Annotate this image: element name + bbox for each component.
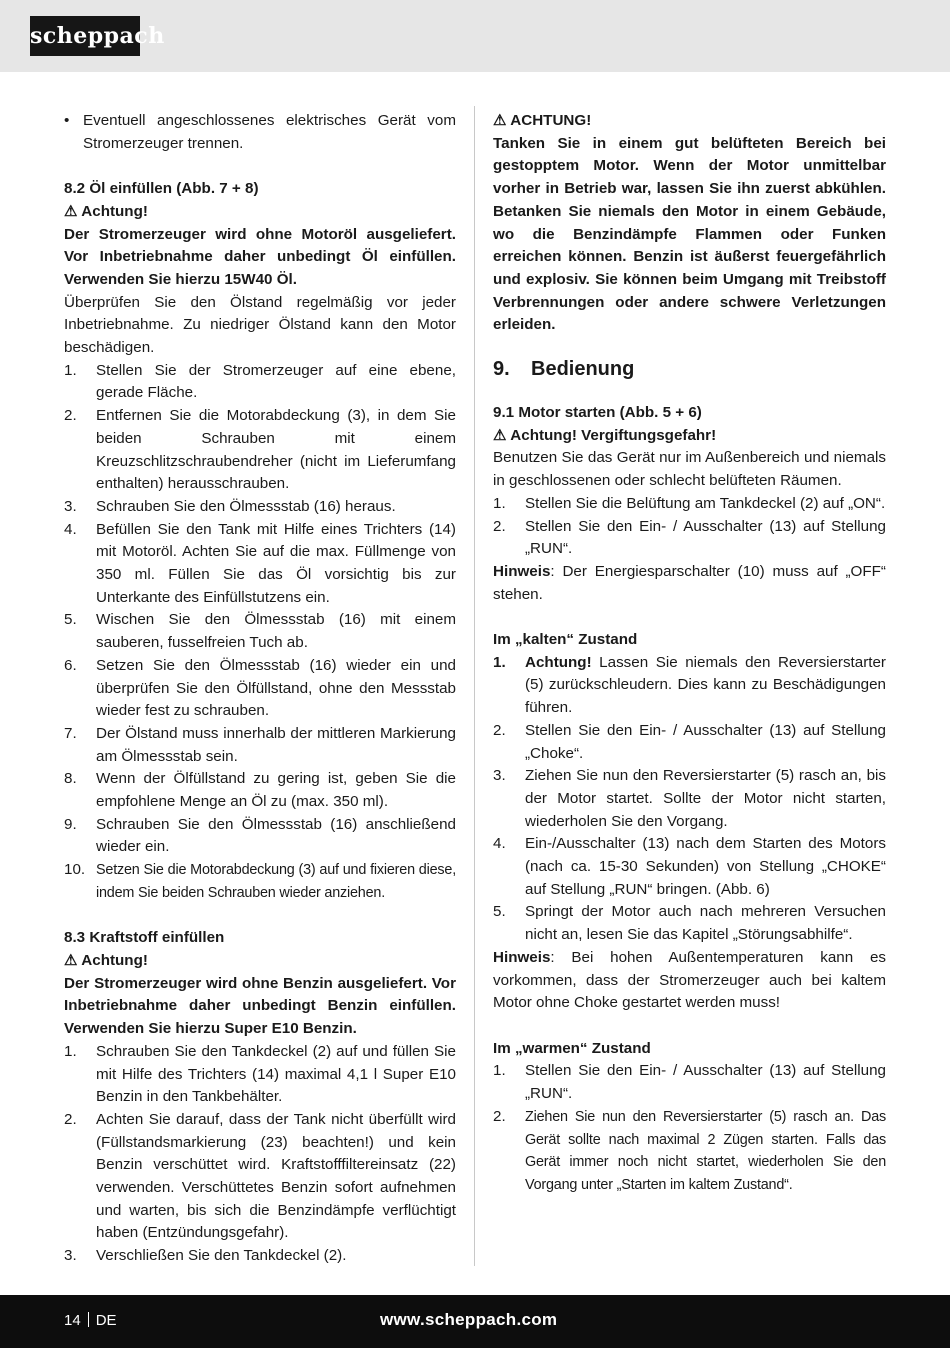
page-header: [0, 0, 950, 72]
list-item: 8. Wenn der Ölfüllstand zu gering ist, geben Sie die empfohlene Menge an Öl zu (max. 350 ml).: [64, 770, 456, 811]
list-item: 4. Ein-/Ausschalter (13) nach dem Starten des Motors (nach ca. 15-30 Sekunden) von Stellung „CHOKE“ auf Stellung „RUN“ bringen. (Abb. 6): [493, 835, 886, 898]
list-item: 1. Stellen Sie die Belüftung am Tankdeckel (2) auf „ON“.: [493, 494, 886, 512]
warm-steps-list: [493, 1060, 886, 1196]
start-steps-list: [493, 493, 886, 561]
list-item: 10. Setzen Sie die Motorabdeckung (3) auf und fixieren diese, indem Sie beiden Schrauben wieder anziehen.: [64, 861, 456, 901]
language-code: DE: [95, 1312, 117, 1329]
list-item: 2. Ziehen Sie nun den Reversierstarter (5) rasch an. Das Gerät sollte nach maximal 2 Zügen starten. Falls das Gerät immer noch nicht startet, wiederholen Sie den Vorgang unter „Starten im kaltem Zustand“.: [493, 1107, 886, 1193]
list-item: 7. Der Ölstand muss innerhalb der mittleren Markierung am Ölmessstab sein.: [64, 724, 456, 765]
scheppach-logo: scheppach: [30, 16, 140, 56]
list-item: 3. Schrauben Sie den Ölmessstab (16) heraus.: [64, 497, 396, 515]
list-item: 2. Entfernen Sie die Motorabdeckung (3), in dem Sie beiden Schrauben mit einem Kreuzschlitzschraubendreher (nicht im Lieferumfang enthalten) herausschrauben.: [64, 407, 456, 493]
warning-label: ACHTUNG!: [510, 112, 592, 129]
list-item: 1. Stellen Sie den Ein- / Ausschalter (13) auf Stellung „RUN“.: [493, 1062, 886, 1103]
paragraph: Überprüfen Sie den Ölstand regelmäßig vor jeder Inbetriebnahme. Zu niedriger Ölstand kann den Motor beschädigen.: [64, 293, 456, 357]
hint-paragraph: Hinweis: Der Energiesparschalter (10) muss auf „OFF“ stehen.: [493, 562, 886, 603]
warning-label: Achtung! Vergiftungsgefahr!: [510, 426, 717, 444]
list-item: 6. Setzen Sie den Ölmessstab (16) wieder ein und überprüfen Sie den Ölfüllstand, ohne den Messstab wieder fest zu schrauben.: [64, 656, 456, 720]
warning-triangle-icon: ⚠: [493, 426, 507, 444]
column-divider: [474, 106, 475, 1266]
website-link[interactable]: www.scheppach.com: [380, 1310, 558, 1329]
bullet-text: Eventuell angeschlossenes elektrisches Gerät vom Stromerzeuger trennen.: [83, 112, 456, 152]
warning-line: [493, 425, 886, 448]
section-heading-8-2: 8.2 Öl einfüllen (Abb. 7 + 8): [64, 180, 259, 198]
page-footer: [0, 1295, 950, 1348]
warning-text: Der Stromerzeuger wird ohne Benzin ausgeliefert. Vor Inbetriebnahme daher unbedingt Benzin einfüllen. Verwenden Sie hierzu Super E10 Benzin.: [64, 974, 456, 1038]
warning-line: [493, 110, 886, 133]
list-item: 2. Stellen Sie den Ein- / Ausschalter (13) auf Stellung „Choke“.: [493, 721, 886, 762]
paragraph: Benutzen Sie das Gerät nur im Außenbereich und niemals in geschlossenen oder schlecht belüfteten Räumen.: [493, 449, 886, 490]
chapter-heading: [493, 356, 886, 382]
list-item: 9. Schrauben Sie den Ölmessstab (16) anschließend wieder ein.: [64, 815, 456, 856]
right-column: [493, 110, 886, 1197]
list-item: 5. Springt der Motor auch nach mehreren Versuchen nicht an, lesen Sie das Kapitel „Störungsabhilfe“.: [493, 903, 886, 944]
cold-steps-list: [493, 652, 886, 947]
cold-state-heading: Im „kalten“ Zustand: [493, 631, 638, 649]
section-heading-8-3: 8.3 Kraftstoff einfüllen: [64, 929, 225, 947]
warning-triangle-icon: ⚠: [64, 202, 78, 220]
chapter-title: Bedienung: [531, 358, 635, 381]
list-item: [64, 110, 456, 155]
bullet-icon: •: [64, 112, 70, 129]
warning-line: [64, 950, 456, 973]
list-item: 1. Achtung! Lassen Sie niemals den Reversierstarter (5) zurückschleudern. Dies kann zu Beschädigungen führen.: [493, 653, 886, 717]
warning-triangle-icon: ⚠: [64, 951, 78, 969]
section-heading-9-1: 9.1 Motor starten (Abb. 5 + 6): [493, 404, 702, 422]
oil-steps-list: [64, 360, 456, 905]
list-item: 3. Verschließen Sie den Tankdeckel (2).: [64, 1247, 347, 1265]
page-number: 14 DE: [64, 1312, 117, 1329]
fuel-steps-list: [64, 1041, 456, 1268]
left-column: [64, 110, 456, 1268]
list-item: 5. Wischen Sie den Ölmessstab (16) mit einem sauberen, fusselfreien Tuch ab.: [64, 611, 456, 652]
warning-line: [64, 201, 456, 224]
warning-label: Achtung!: [81, 202, 148, 220]
warning-text: Tanken Sie in einem gut belüfteten Bereich bei gestopptem Motor. Wenn der Motor unmittelbar vorher in Betrieb war, lassen Sie ihn zuerst abkühlen. Betanken Sie niemals den Motor in einem Gebäude, wo die Benzindämpfe Flammen oder Funken erreichen können. Benzin ist äußerst feuergefährlich und explosiv. Sie können beim Umgang mit Treibstoff Verbrennungen oder andere schwere Verletzungen erleiden.: [493, 134, 886, 334]
warning-label: Achtung!: [81, 951, 148, 969]
warning-triangle-icon: ⚠: [493, 112, 507, 129]
list-item: 2. Achten Sie darauf, dass der Tank nicht überfüllt wird (Füllstandsmarkierung (23) beachten!) und kein Benzin verschüttet wird. Kraftstofffiltereinsatz (22) verwenden. Verschüttetes Benzin sofort aufnehmen und warten, bis sich die Benzindämpfe verflüchtigt haben (Entzündungsgefahr).: [64, 1110, 456, 1242]
list-item: 3. Ziehen Sie nun den Reversierstarter (5) rasch an, bis der Motor startet. Sollte der Motor nicht starten, wiederholen Sie den Vorgang.: [493, 767, 886, 830]
list-item: 1. Stellen Sie der Stromerzeuger auf eine ebene, gerade Fläche.: [64, 361, 456, 402]
warning-text: Der Stromerzeuger wird ohne Motoröl ausgeliefert. Vor Inbetriebnahme daher unbedingt Öl einfüllen. Verwenden Sie hierzu 15W40 Öl.: [64, 225, 456, 288]
hint-paragraph: Hinweis: Bei hohen Außentemperaturen kann es vorkommen, dass der Stromerzeuger auch bei kaltem Motor ohne Choke gestartet werden muss!: [493, 948, 886, 1012]
chapter-number: 9.: [493, 358, 510, 381]
warm-state-heading: Im „warmen“ Zustand: [493, 1039, 651, 1057]
list-item: 4. Befüllen Sie den Tank mit Hilfe eines Trichters (14) mit Motoröl. Achten Sie auf die max. Füllmenge von 350 ml. Füllen Sie das Öl vorsichtig bis zur Unterkante des Einfüllstutzens ein.: [64, 520, 456, 606]
list-item: 1. Schrauben Sie den Tankdeckel (2) auf und füllen Sie mit Hilfe des Trichters (14) maximal 4,1 l Super E10 Benzin in den Tankbehälter.: [64, 1042, 456, 1106]
list-item: 2. Stellen Sie den Ein- / Ausschalter (13) auf Stellung „RUN“.: [493, 517, 886, 558]
bullet-list: [64, 110, 456, 155]
